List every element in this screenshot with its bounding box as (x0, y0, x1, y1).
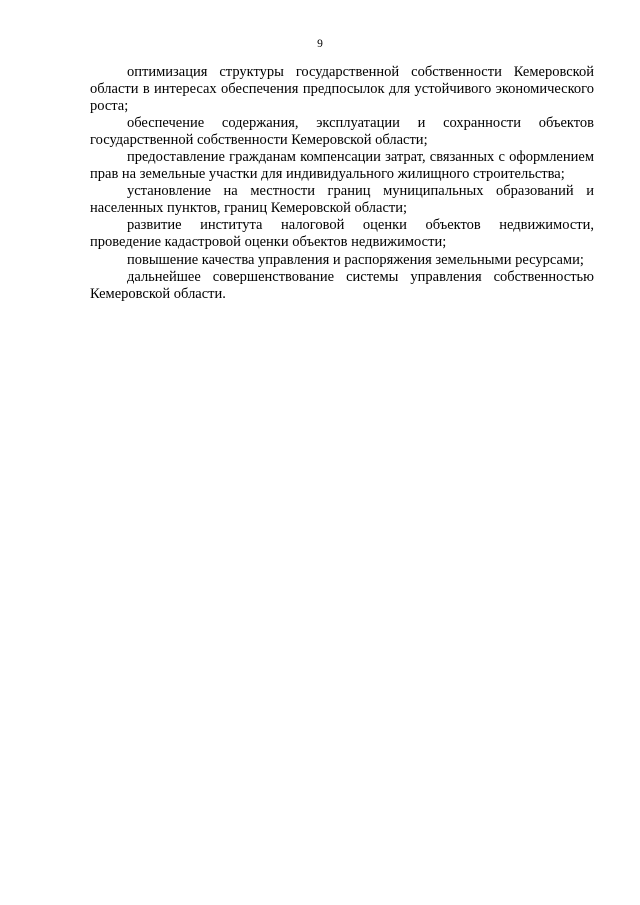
paragraph-land-compensation: предоставление гражданам компенсации затрат, связанных с оформлением прав на земельные участки для индивидуального жилищного строительства; (90, 149, 594, 183)
document-body (90, 64, 594, 303)
paragraph-management-improvement: дальнейшее совершенствование системы управления собственностью Кемеровской области. (90, 268, 594, 302)
paragraph-tax-valuation: развитие института налоговой оценки объектов недвижимости, проведение кадастровой оценки объектов недвижимости; (90, 217, 594, 251)
page-number: 9 (317, 38, 323, 50)
paragraph-structure-optimization: оптимизация структуры государственной собственности Кемеровской области в интересах обеспечения предпосылок для устойчивого экономического роста; (90, 64, 594, 115)
paragraph-boundary-establishment: установление на местности границ муниципальных образований и населенных пунктов, границ Кемеровской области; (90, 183, 594, 217)
paragraph-property-maintenance: обеспечение содержания, эксплуатации и сохранности объектов государственной собственности Кемеровской области; (90, 115, 594, 149)
paragraph-land-management: повышение качества управления и распоряжения земельными ресурсами; (127, 251, 584, 268)
